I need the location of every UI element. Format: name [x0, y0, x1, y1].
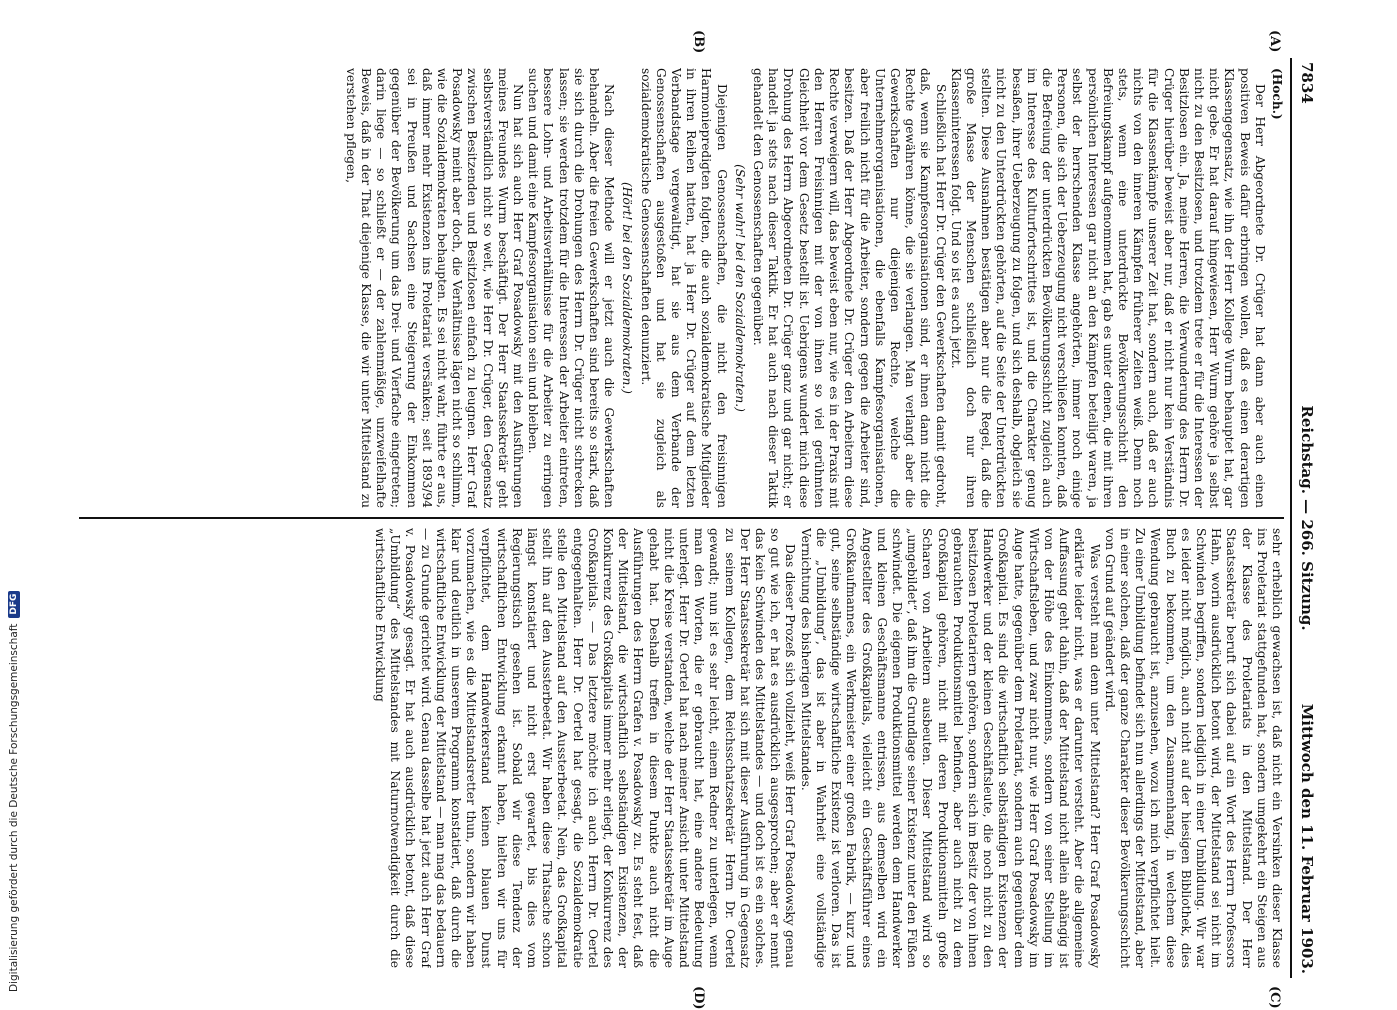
paragraph: Nun hat sich auch Herr Graf Posadowsky mit den Ausführungen meines Freundes Wurm beschäftigt. Der Herr Staatssekretär geht selbstverständlich nicht so weit, wie Herr Dr. Crüger, den Gegensatz zwischen Besitzenden und Besitzlosen einfach zu leugnen. Herr Graf Posadowsky meint aber doch, die Verhältnisse lägen nicht so schlimm, wie die Sozialdemokraten behaupten. Es sei nicht wahr, führte er aus, daß immer mehr Existenzen ins Proletariat versänken; seit 1893/94 sei in Preußen und Sachsen eine Steigerung der Einkommen gegenüber der Bevölkerung um das Drei- und Vierfache eingetreten; darin liege — so schließt er — der zahlenmäßige, unzweifelhafte Beweis, daß in der That diejenige Klasse, die wir unter Mittelstand zu verstehen pflegen,	[343, 68, 526, 508]
stage-direction: (Hört! bei den Sozialdemokraten.)	[620, 182, 635, 394]
paragraph: Das dieser Prozeß sich vollzieht, weiß Herr Graf Posadowsky genau so gut wie ich, er hat es ausdrücklich ausgesprochen; aber er nennt das kein Schwinden des Mittelstandes — und doch ist es ein solches. Der Herr Staatssekretär hat sich mit dieser Ausführung in Gegensatz zu seinem Kollegen, dem Reichsschatzsekretär Herrn Dr. Oertel gewandt; nun ist es sehr leicht, einem Redner zu unterlegen, wenn man den Worten, die er gebraucht hat, eine andere Bedeutung unterlegt. Herr Dr. Oertel hat nach meiner Ansicht unter Mittelstand nicht die Kreise verstanden, welche der Herr Staatssekretär im Auge gehabt hat. Deshalb treffen in diesem Punkte auch nicht die Ausführungen des Herrn Grafen v. Posadowsky zu. Es steht fest, daß der Mittelstand, die wirtschaftlich selbständigen Existenzen, der Konkurrenz des Großkapitals immer mehr erliegt, der Konkurrenz des Großkapitals. — Das letztere möchte ich auch Herrn Dr. Oertel entgegenhalten. Herr Dr. Oertel hat gesagt, die Sozialdemokratie stelle den Mittelstand auf den Aussterbeetat. Nein, das Großkapital stellt ihn auf den Aussterbeetat. Wir haben diese Thatsache schon längst konstatiert und nicht erst gewartet, bis dies vom Regierungstisch gesehen ist. Sobald wir diese Tendenz der wirtschaftlichen Entwicklung erkannt haben, hielten wir uns für verpflichtet, dem Handwerkerstand keinen blauen Dunst vorzumachen, wie es die Mittelstandsretter thun, sondern wir haben klar und deutlich in unserem Programm konstatiert, daß durch die wirtschaftliche Entwicklung der Mittelstand — man mag das bedauern — zu Grunde gerichtet wird. Genau dasselbe hat jetzt auch Herr Graf v. Posadowsky gesagt. Er hat auch ausdrücklich betont, daß diese „Umbildung“ des Mittelstandes mit Naturnotwendigkeit durch die wirtschaftliche Entwicklung	[373, 528, 798, 968]
margin-mark-d: (D)	[691, 986, 706, 1010]
session-date: Mittwoch den 11. Februar 1903.	[1298, 703, 1316, 974]
paragraph: Schließlich hat Herr Dr. Crüger den Gewerkschaften damit gedroht, daß, wenn sie Kampfesorganisationen sind, er ihnen dann nicht die Rechte gewähren könne, die sie verlangen. Man verlangt aber die Gewerkschaften nur diejenigen Rechte, welche die Unternehmerorganisationen, die ebenfalls Kampfesorganisationen, aber freilich nicht für die Arbeiter, sondern gegen die Arbeiter sind, besitzen. Daß der Herr Abgeordnete Dr. Crüger den Arbeitern diese Rechte verweigern will, das beweist eben nur, wie es in der Praxis mit den Herren Freisinnigen mit der von ihnen so viel gerühmten Gleichheit vor dem Gesetz bestellt ist. Uebrigens wundert mich diese Drohung des Herrn Abgeordneten Dr. Crüger ganz und gar nicht; er handelt ja stets nach dieser Taktik. Er hat auch nach dieser Taktik gehandelt den Genossenschaften gegenüber.	[751, 68, 948, 508]
page-number: 7834	[1298, 62, 1316, 104]
right-column	[79, 528, 1284, 968]
dfg-logo: DFG	[8, 591, 20, 618]
page-header	[1294, 58, 1318, 978]
digitization-credit	[8, 591, 20, 992]
paragraph: Nach dieser Methode will er jetzt auch die Gewerkschaften behandeln. Aber die freien Gewerkschaften sind bereits so stark, daß sie sich durch die Drohungen des Herrn Dr. Crüger nicht schrecken lassen; sie werden trotzdem für die Interessen der Arbeiter eintreten, bessere Lohn- und Arbeitsverhältnisse für die Arbeiter zu erringen suchen und damit eine Kampfesorganisation sein und bleiben.	[526, 68, 617, 508]
paragraph: Was versteht man denn unter Mittelstand? Herr Graf Posadowsky erklärte leider nicht, was er darunter versteht. Aber die allgemeine Auffassung geht dahin, daß der Mittelstand nicht allein abhängig ist von der Höhe des Einkommens, sondern von seiner Stellung im Wirtschaftsleben, und zwar nicht nur, wie Herr Graf Posadowsky im Auge hatte, gegenüber dem Proletariat, sondern auch gegenüber dem Großkapital. Es sind die wirtschaftlich selbständigen Existenzen der Handwerker und der kleinen Geschäftsleute, die noch nicht zu den besitzlosen Proletariern gehören, sondern sich im Besitz der von ihnen gebrauchten Produktionsmittel befinden, aber auch nicht zu dem Großkapital gehören, nicht mit deren Produktionsmitteln große Scharen von Arbeitern ausbeuten. Dieser Mittelstand wird so „umgebildet“, daß ihm die Grundlage seiner Existenz unter den Füßen schwindet. Die eigenen Produktionsmittel werden dem Handwerker und kleinen Geschäftsmanne entrissen, aus demselben wird ein Angestellter des Großkapitals, vielleicht ein Geschäftsführer eines Großkaufmannes, ein Werkmeister einer großen Fabrik, — kurz und gut, seine selbständige wirtschaftliche Existenz ist verloren. Das ist die „Umbildung“, das ist aber in Wahrheit eine vollständige Vernichtung des bisherigen Mittelstandes.	[798, 528, 1102, 968]
speaker-label: (Hoch.)	[1270, 68, 1284, 120]
margin-mark-c: (C)	[1267, 986, 1282, 1009]
left-column	[79, 68, 1284, 508]
credit-text: Digitalisierung gefördert durch die Deutsche Forschungsgemeinschaft	[8, 623, 20, 992]
running-title: Reichstag. — 266. Sitzung.	[1298, 405, 1316, 631]
column-divider	[79, 517, 1284, 519]
margin-mark-b: (B)	[691, 30, 706, 54]
header-rule	[1290, 58, 1292, 978]
margin-mark-a: (A)	[1267, 30, 1282, 53]
paragraph: Der Herr Abgeordnete Dr. Crüger hat dann aber auch einen positiven Beweis dafür erbringen wollen, daß es einen derartigen Klassengegensatz, wie ihn der Herr Kollege Wurm behauptet hat, gar nicht gebe. Er hat darauf hingewiesen, Herr Wurm gehöre ja selbst nicht zu den Besitzlosen, und trotzdem trete er für die Interessen der Besitzlosen ein. Ja, meine Herren, die Verwunderung des Herrn Dr. Crüger hierüber beweist aber nur, daß er nicht nur kein Verständnis für die Klassenkämpfe unserer Zeit hat, sondern auch, daß er auch nichts von den inneren Kämpfen früherer Zeiten weiß. Denn noch stets, wenn eine unterdrückte Bevölkerungsschicht den Befreiungskampf aufgenommen hat, gab es unter denen, die mit ihren persönlichen Interessen gar nicht an den Kämpfen beteiligt waren, ja selbst der herrschenden Klasse angehörten, immer noch einige Personen, die sich der Ueberzeugung nicht verschließen konnten, daß die Befreiung der unterdrückten Bevölkerungsschicht zugleich auch im Interesse des Kulturfortschrittes ist, und die Charakter genug besaßen, ihrer Ueberzeugung zu folgen, und sich deshalb, obgleich sie nicht zu den Unterdrückten gehörten, auf die Seite der Unterdrückten stellten. Diese Ausnahmen bestätigen aber nur die Regel, daß die große Masse der Menschen schließlich doch nur ihren Klasseninteressen folgt. Und so ist es auch jetzt.	[948, 68, 1267, 508]
paragraph: Diejenigen Genossenschaften, die nicht den freisinnigen Harmoniepredigten folgten, die auch sozialdemokratische Mitglieder in ihren Reihen hatten, hat ja Herr Dr. Crüger auf dem letzten Verbandstage vergewaltigt, hat sie aus dem Verbande der Genossenschaften ausgestoßen und hat sie zugleich als sozialdemokratische Genossenschaften denunziert.	[638, 68, 729, 508]
stage-direction: (Sehr wahr! bei den Sozialdemokraten.)	[732, 164, 747, 412]
rotated-newspaper-page	[68, 30, 1318, 1010]
paragraph: sehr erheblich gewachsen ist, daß nicht ein Versinken dieser Klasse ins Proletariat stattgefunden hat, sondern umgekehrt ein Steigen aus der Klasse des Proletariats in den Mittelstand. Der Herr Staatssekretär beruft sich dabei auf ein Wort des Herrn Professors Hahn, worin ausdrücklich betont wird, der Mittelstand sei nicht im Schwinden begriffen, sondern lediglich in einer Umbildung. Wir war es leider nicht möglich, auch nicht auf der hiesigen Bibliothek, dies Buch zu bekommen, um den Zusammenhang, in welchem diese Wendung gebraucht ist, anzusehen, wozu ich mich verpflichtet hielt. Zu einer Umbildung befindet sich nun allerdings der Mittelstand, aber in einer solchen, daß der ganze Charakter dieser Bevölkerungsschicht von Grund auf geändert wird.	[1102, 528, 1284, 968]
